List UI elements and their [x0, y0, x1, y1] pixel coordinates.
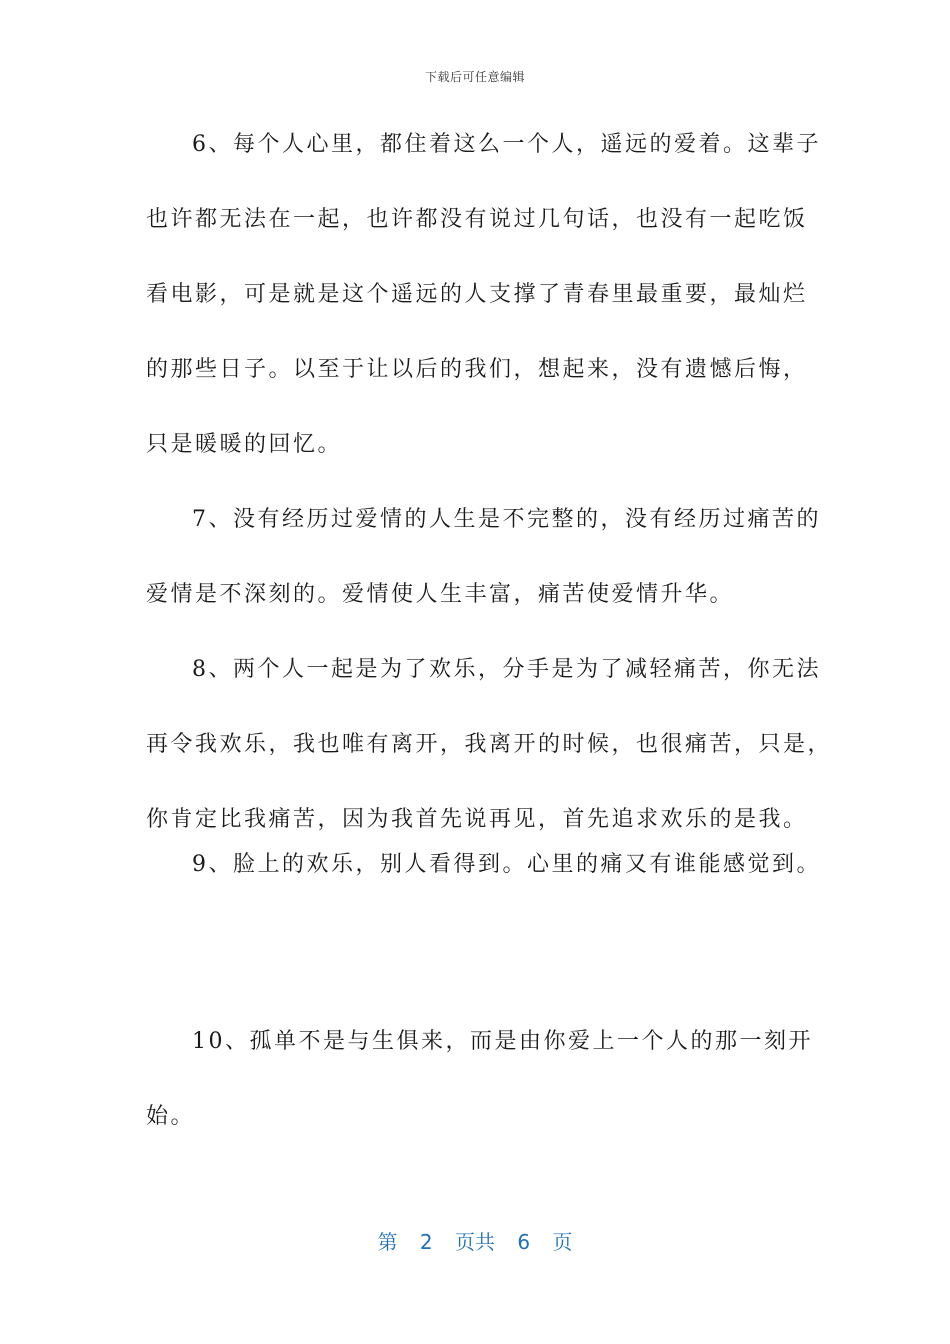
paragraph-line: 爱情是不深刻的。爱情使人生丰富，痛苦使爱情升华。: [146, 582, 735, 607]
footer-current-page: 2: [419, 1230, 433, 1254]
footer-label-mid: 页共: [455, 1230, 495, 1254]
paragraph-line: 10、孤单不是与生俱来，而是由你爱上一个人的那一刻开: [192, 1029, 813, 1054]
paragraph-line: 始。: [146, 1104, 196, 1129]
paragraph-line: 6、每个人心里，都住着这么一个人，遥远的爱着。这辈子: [192, 132, 821, 157]
paragraph-line: 的那些日子。以至于让以后的我们，想起来，没有遗憾后悔，: [146, 357, 808, 382]
paragraph-line: 看电影，可是就是这个遥远的人支撑了青春里最重要，最灿烂: [146, 282, 808, 307]
paragraph-line: 只是暖暖的回忆。: [146, 432, 343, 457]
footer-label-suffix: 页: [552, 1230, 573, 1254]
footer-total-pages: 6: [517, 1230, 531, 1254]
paragraph-line: 7、没有经历过爱情的人生是不完整的，没有经历过痛苦的: [192, 507, 821, 532]
paragraph-line: 也许都无法在一起，也许都没有说过几句话，也没有一起吃饭: [146, 207, 808, 232]
paragraph-line: 8、两个人一起是为了欢乐，分手是为了减轻痛苦，你无法: [192, 657, 821, 682]
header-note: 下载后可任意编辑: [424, 70, 525, 84]
paragraph-line: 你肯定比我痛苦，因为我首先说再见，首先追求欢乐的是我。: [146, 807, 808, 832]
footer-label-prefix: 第: [377, 1230, 398, 1254]
paragraph-line: 再令我欢乐，我也唯有离开，我离开的时候，也很痛苦，只是，: [146, 732, 833, 757]
paragraph-line: 9、脸上的欢乐，别人看得到。心里的痛又有谁能感觉到。: [192, 852, 821, 877]
page-footer: [0, 1226, 950, 1255]
